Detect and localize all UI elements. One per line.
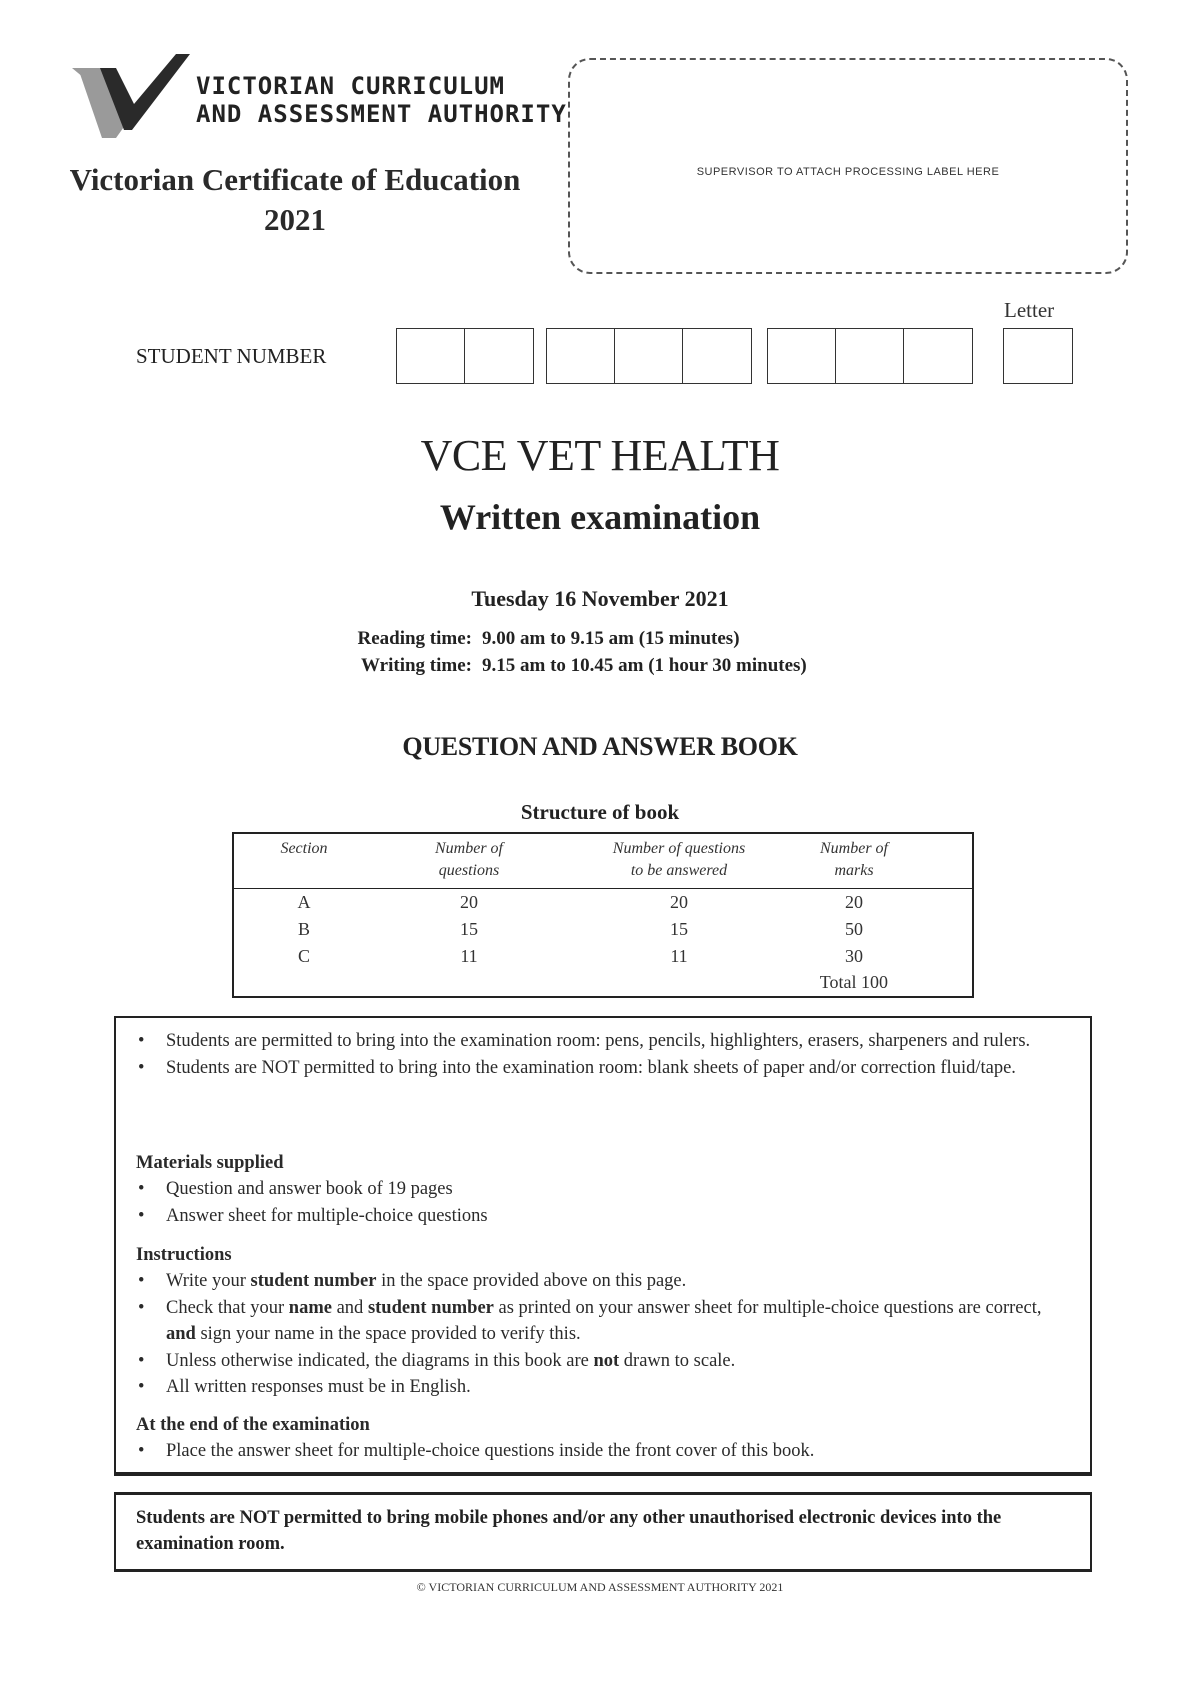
table-header-questions: Number of questions: [435, 840, 503, 879]
student-number-group-3: [767, 328, 973, 384]
exam-subtitle: Written examination: [439, 497, 761, 537]
letter-label: Letter: [1004, 298, 1055, 322]
certificate-name: Victorian Certificate of Education: [69, 162, 521, 197]
table-total: Total 100: [819, 972, 888, 992]
materials-list: [136, 1176, 1050, 1229]
student-number-box[interactable]: [836, 329, 904, 383]
book-heading: QUESTION AND ANSWER BOOK: [402, 732, 798, 761]
logo-wordmark: [196, 72, 567, 128]
table-header-answered: Number of questions to be answered: [612, 840, 746, 879]
certificate-year: 2021: [264, 202, 326, 237]
exam-title: VCE VET HEALTH: [420, 431, 780, 480]
permitted-list: [136, 1028, 1050, 1081]
structure-table: [232, 832, 974, 998]
table-row: B 15 15 50: [297, 919, 863, 939]
writing-time-label: Writing time:: [361, 655, 472, 676]
table-header-section: Section: [280, 840, 328, 857]
device-warning-box: Students are NOT permitted to bring mobile phones and/or any other unauthorised electronic devices into the examination room.: [114, 1492, 1092, 1572]
processing-label-box: [568, 58, 1128, 274]
student-number-box[interactable]: [397, 329, 465, 383]
list-item: • Students are permitted to bring into the examination room: pens, pencils, highlighters, erasers, sharpeners and rulers.: [136, 1028, 1050, 1055]
student-letter-box[interactable]: [1004, 329, 1072, 383]
student-number-box[interactable]: [904, 329, 972, 383]
end-heading: At the end of the examination: [136, 1415, 370, 1435]
structure-heading: Structure of book: [520, 800, 680, 824]
end-list: [136, 1438, 1050, 1465]
student-number-label: STUDENT NUMBER: [136, 344, 327, 368]
list-item: • Students are NOT permitted to bring into the examination room: blank sheets of paper and/or correction fluid/tape.: [136, 1055, 1050, 1082]
processing-label-text: SUPERVISOR TO ATTACH PROCESSING LABEL HERE: [696, 166, 1000, 178]
instructions-box: [114, 1016, 1092, 1476]
list-item: • Answer sheet for multiple-choice questions: [136, 1203, 1050, 1230]
exam-date: Tuesday 16 November 2021: [471, 586, 729, 611]
student-number-box[interactable]: [768, 329, 836, 383]
copyright-notice: © VICTORIAN CURRICULUM AND ASSESSMENT AUTHORITY 2021: [416, 1580, 784, 1594]
table-row: C 11 11 30: [297, 946, 863, 966]
table-row: A 20 20 20: [297, 892, 863, 912]
vcaa-check-icon: [72, 54, 196, 138]
list-item: • All written responses must be in English.: [136, 1374, 1050, 1401]
student-number-box[interactable]: [465, 329, 533, 383]
student-number-box[interactable]: [547, 329, 615, 383]
instructions-heading: Instructions: [136, 1245, 232, 1265]
writing-time-value: 9.15 am to 10.45 am (1 hour 30 minutes): [482, 655, 807, 676]
table-header-rule: [234, 888, 972, 889]
list-item: • Place the answer sheet for multiple-choice questions inside the front cover of this book.: [136, 1438, 1050, 1465]
logo-line-2: AND ASSESSMENT AUTHORITY: [196, 100, 567, 128]
list-item: • Question and answer book of 19 pages: [136, 1176, 1050, 1203]
student-letter-group: [1003, 328, 1073, 384]
list-item: • Write your student number in the space provided above on this page.: [136, 1268, 1050, 1295]
student-number-box[interactable]: [615, 329, 683, 383]
reading-time-value: 9.00 am to 9.15 am (15 minutes): [482, 628, 740, 649]
instructions-list: [136, 1268, 1050, 1401]
table-header-marks: Number of marks: [820, 840, 888, 879]
certificate-title: [50, 160, 540, 240]
reading-time-label: Reading time:: [357, 628, 472, 649]
student-number-group-2: [546, 328, 752, 384]
list-item: • Unless otherwise indicated, the diagrams in this book are not drawn to scale.: [136, 1348, 1050, 1375]
student-number-box[interactable]: [683, 329, 751, 383]
logo-line-1: VICTORIAN CURRICULUM: [196, 72, 505, 100]
student-number-group-1: [396, 328, 534, 384]
vcaa-logo: [72, 54, 567, 138]
materials-heading: Materials supplied: [136, 1153, 284, 1173]
list-item: • Check that your name and student number as printed on your answer sheet for multiple-choice questions are correct, and sign your name in the space provided to verify this.: [136, 1295, 1050, 1348]
